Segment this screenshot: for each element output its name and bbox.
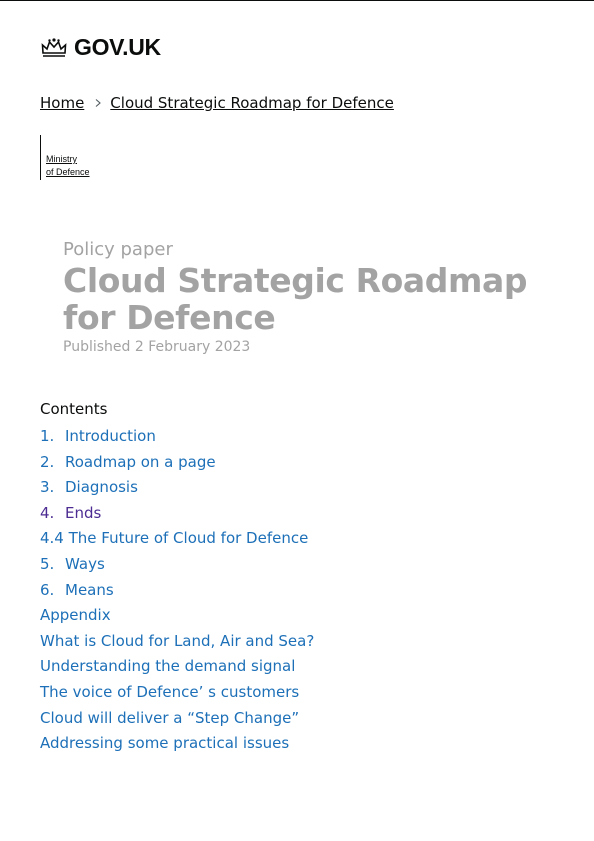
list-number: 1. [40,427,55,445]
contents-link-future-of-cloud[interactable] [40,529,308,547]
logo-text: GOV.UK [74,34,161,60]
breadcrumb-current-link[interactable]: Cloud Strategic Roadmap for Defence [110,94,394,112]
list-item [40,629,314,655]
organisation-logo [40,135,90,180]
list-number: 4. [40,503,55,522]
contents-link-voice-of-customers[interactable] [40,683,299,701]
contents-link-label: Understanding the demand signal [40,657,296,676]
organisation-link-line2[interactable]: of Defence [46,167,90,177]
contents-link-label: Introduction [65,427,156,445]
list-number: 2. [40,452,55,471]
contents-link-label: What is Cloud for Land, Air and Sea? [40,631,315,650]
contents-link-label: Ways [65,554,105,573]
list-item [40,552,314,578]
contents-link-introduction[interactable] [40,427,156,445]
contents-link-diagnosis[interactable] [40,478,138,496]
list-item [40,680,314,706]
contents-link-label: Addressing some practical issues [40,734,290,753]
list-number: 3. [40,478,55,497]
list-item [40,731,314,757]
crown-icon [40,37,68,59]
list-item [40,603,314,629]
contents-list [40,424,314,757]
contents-link-label: Means [65,580,114,599]
list-item [40,424,314,450]
list-item [40,706,314,732]
contents-link-appendix[interactable] [40,606,111,624]
list-item [40,654,314,680]
list-item [40,450,314,476]
list-item [40,526,314,552]
contents-link-label: Diagnosis [65,478,138,497]
document-type: Policy paper [63,239,173,260]
contents-link-cloud-land-air-sea[interactable] [40,632,314,650]
published-date: Published 2 February 2023 [63,339,251,355]
contents-link-label: Cloud will deliver a “Step Change” [40,708,300,727]
organisation-link-line1[interactable]: Ministry [46,154,77,164]
contents-heading: Contents [40,400,108,418]
breadcrumb-home-link[interactable]: Home [40,94,85,112]
list-number: 5. [40,554,55,573]
list-number: 6. [40,580,55,599]
document-header [63,238,563,357]
contents-link-ways[interactable] [40,555,105,573]
list-item [40,501,314,527]
contents-link-means[interactable] [40,581,114,599]
contents-link-demand-signal[interactable] [40,657,295,675]
contents-link-roadmap[interactable] [40,453,216,471]
breadcrumb [40,94,394,112]
contents-link-label: The voice of Defence’ s customers [40,682,300,701]
list-item [40,475,314,501]
contents-link-step-change[interactable] [40,709,299,727]
contents-link-label: 4.4 The Future of Cloud for Defence [40,529,309,548]
page-title: Cloud Strategic Roadmap for Defence [63,261,528,337]
list-item [40,578,314,604]
contents-link-label: Roadmap on a page [65,452,216,471]
chevron-right-icon [93,98,103,108]
contents-link-ends[interactable] [40,504,101,522]
contents-link-label: Appendix [40,606,111,625]
govuk-logo-link[interactable] [40,34,161,61]
contents-link-practical-issues[interactable] [40,734,289,752]
contents-link-label: Ends [65,503,102,522]
top-border [0,0,594,1]
